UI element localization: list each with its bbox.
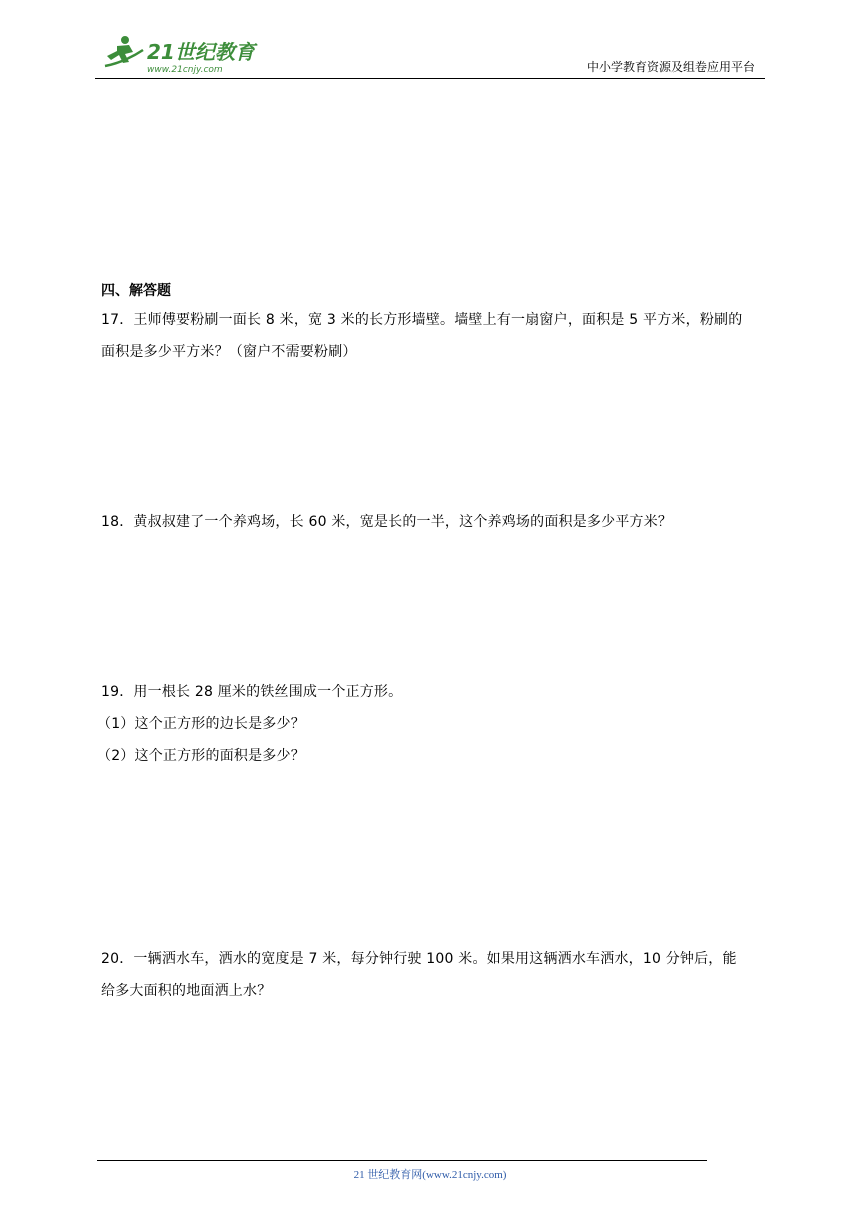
question-line: 18．黄叔叔建了一个养鸡场，长 60 米，宽是长的一半，这个养鸡场的面积是多少平方米？ (101, 514, 673, 530)
runner-icon (105, 36, 143, 66)
question-line: 17．王师傅要粉刷一面长 8 米，宽 3 米的长方形墙壁。墙壁上有一扇窗户，面积是 5 平方米，粉刷的 (101, 312, 743, 328)
question-line: 面积是多少平方米？（窗户不需要粉刷） (101, 344, 357, 360)
question-19 (97, 676, 771, 772)
section-title: 四、解答题 (101, 283, 171, 299)
question-line: 19．用一根长 28 厘米的铁丝围成一个正方形。 (101, 684, 403, 700)
question-17 (101, 304, 771, 368)
question-20 (101, 943, 771, 1007)
svg-text:21世纪教育: 21世纪教育 (147, 40, 255, 64)
footer-divider (97, 1160, 707, 1161)
platform-name: 中小学教育资源及组卷应用平台 (586, 60, 755, 74)
question-line: 20．一辆洒水车，洒水的宽度是 7 米，每分钟行驶 100 米。如果用这辆洒水车洒水，10 分钟后，能 (101, 951, 737, 967)
footer-text: 21 世纪教育网(www.21cnjy.com) (353, 1169, 507, 1181)
site-logo (95, 32, 265, 76)
question-line: （2）这个正方形的面积是多少？ (97, 748, 305, 764)
question-line: 给多大面积的地面洒上水？ (101, 983, 272, 999)
page-header (95, 30, 765, 79)
question-18 (101, 506, 771, 538)
svg-text:www.21cnjy.com: www.21cnjy.com (147, 65, 223, 75)
question-line: （1）这个正方形的边长是多少？ (97, 716, 305, 732)
